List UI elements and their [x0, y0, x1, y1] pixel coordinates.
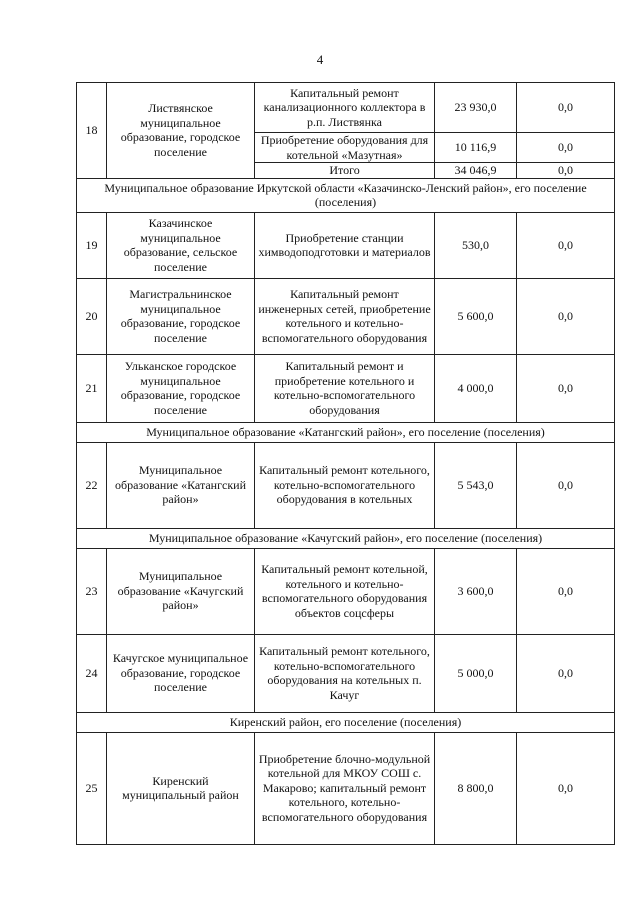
amount-cell: 8 800,0	[435, 732, 517, 844]
other-amount-cell: 0,0	[517, 732, 615, 844]
work-cell: Капитальный ремонт инженерных сетей, приобретение котельного и котельно-вспомогательного оборудования	[255, 278, 435, 354]
row-number: 25	[77, 732, 107, 844]
table-row	[77, 634, 615, 712]
amount-cell: 3 600,0	[435, 548, 517, 634]
amount-cell: 4 000,0	[435, 354, 517, 422]
work-cell: Приобретение блочно-модульной котельной для МКОУ СОШ с. Макарово; капитальный ремонт котельного, котельно-вспомогательного оборудования	[255, 732, 435, 844]
total-other-amount: 0,0	[517, 163, 615, 179]
section-row	[77, 178, 615, 212]
section-row	[77, 422, 615, 442]
row-number: 22	[77, 442, 107, 528]
work-cell: Капитальный ремонт канализационного коллектора в р.п. Листвянка	[255, 83, 435, 133]
work-cell: Приобретение станции химводоподготовки и материалов	[255, 212, 435, 278]
amount-cell: 530,0	[435, 212, 517, 278]
organization-cell: Магистральнинское муниципальное образование, городское поселение	[107, 278, 255, 354]
work-cell: Капитальный ремонт котельного, котельно-вспомогательного оборудования в котельных	[255, 442, 435, 528]
total-amount: 34 046,9	[435, 163, 517, 179]
other-amount-cell: 0,0	[517, 278, 615, 354]
work-cell: Приобретение оборудования для котельной «Мазутная»	[255, 133, 435, 163]
table-row	[77, 442, 615, 528]
amount-cell: 5 000,0	[435, 634, 517, 712]
funding-table	[76, 82, 615, 845]
work-cell: Капитальный ремонт котельного, котельно-вспомогательного оборудования на котельных п. Качуг	[255, 634, 435, 712]
table-row	[77, 354, 615, 422]
row-number: 21	[77, 354, 107, 422]
work-cell: Капитальный ремонт и приобретение котельного и котельно-вспомогательного оборудования	[255, 354, 435, 422]
organization-cell: Муниципальное образование «Катангский район»	[107, 442, 255, 528]
page-number: 4	[316, 52, 324, 67]
total-label: Итого	[255, 163, 435, 179]
other-amount-cell: 0,0	[517, 634, 615, 712]
organization-cell: Ульканское городское муниципальное образование, городское поселение	[107, 354, 255, 422]
section-heading: Муниципальное образование «Качугский район», его поселение (поселения)	[77, 528, 615, 548]
other-amount-cell: 0,0	[517, 354, 615, 422]
table-row	[77, 212, 615, 278]
other-amount-cell: 0,0	[517, 83, 615, 133]
other-amount-cell: 0,0	[517, 442, 615, 528]
amount-cell: 5 543,0	[435, 442, 517, 528]
work-cell: Капитальный ремонт котельной, котельного и котельно-вспомогательного оборудования объектов соцсферы	[255, 548, 435, 634]
row-number: 19	[77, 212, 107, 278]
row-number: 24	[77, 634, 107, 712]
table-row	[77, 548, 615, 634]
table-row	[77, 732, 615, 844]
organization-cell: Листвянское муниципальное образование, городское поселение	[107, 83, 255, 179]
other-amount-cell: 0,0	[517, 133, 615, 163]
section-heading: Киренский район, его поселение (поселения)	[77, 712, 615, 732]
section-heading: Муниципальное образование Иркутской области «Казачинско-Ленский район», его поселение (поселения)	[77, 178, 615, 212]
organization-cell: Киренский муниципальный район	[107, 732, 255, 844]
organization-cell: Муниципальное образование «Качугский район»	[107, 548, 255, 634]
section-row	[77, 712, 615, 732]
row-number: 18	[77, 83, 107, 179]
row-number: 20	[77, 278, 107, 354]
other-amount-cell: 0,0	[517, 548, 615, 634]
row-number: 23	[77, 548, 107, 634]
other-amount-cell: 0,0	[517, 212, 615, 278]
section-row	[77, 528, 615, 548]
table-row	[77, 83, 615, 133]
organization-cell: Казачинское муниципальное образование, сельское поселение	[107, 212, 255, 278]
organization-cell: Качугское муниципальное образование, городское поселение	[107, 634, 255, 712]
amount-cell: 23 930,0	[435, 83, 517, 133]
amount-cell: 10 116,9	[435, 133, 517, 163]
amount-cell: 5 600,0	[435, 278, 517, 354]
section-heading: Муниципальное образование «Катангский район», его поселение (поселения)	[77, 422, 615, 442]
table-row	[77, 278, 615, 354]
